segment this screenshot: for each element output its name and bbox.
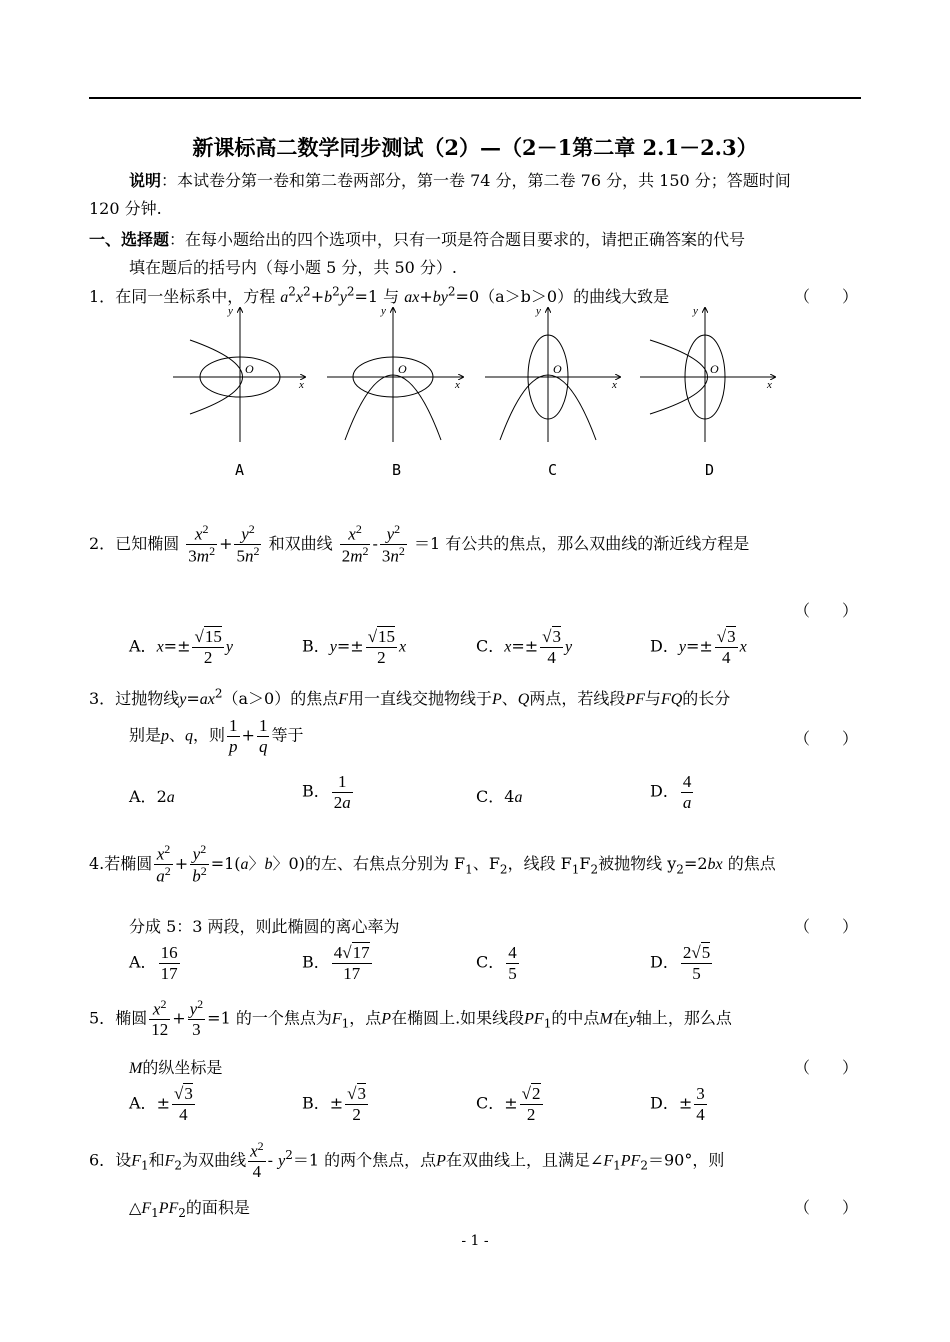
svg-text:y: y	[693, 305, 698, 317]
question-5-line-2: M的纵坐标是	[129, 1058, 223, 1077]
svg-text:O: O	[710, 362, 719, 376]
svg-text:y: y	[381, 305, 386, 317]
page-title: 新课标高二数学同步测试（2）—（2－1第二章 2.1－2.3）	[192, 135, 758, 160]
graph-label-b: B	[392, 461, 402, 479]
q3-answer-bracket[interactable]: （ ）	[794, 729, 859, 748]
q1-answer-bracket[interactable]: （ ）	[794, 287, 859, 306]
graph-d	[640, 305, 775, 442]
q5-option-c[interactable]: C．± $\frac{√2}{2}$	[476, 1084, 541, 1124]
section-heading-line	[89, 227, 745, 250]
question-4-line-2: 分成 5：3 两段，则此椭圆的离心率为	[129, 917, 400, 936]
intro-text: ：本试卷分第一卷和第二卷两部分，第一卷 74 分，第二卷 76 分，共 150 分；答题时间	[161, 171, 791, 190]
question-6-line-2: $\triangle F_1PF_2$的面积是	[129, 1198, 250, 1221]
question-5: 5．椭圆 $\frac{x^2}{12}$ + $\frac{y^2}{3}$ =1 的一个焦点为$F_1$，点P在椭圆上.如果线段$PF_1$的中点M在y轴上，那么点	[89, 997, 732, 1040]
q3-option-b[interactable]: B． $\frac{1}{2a}$	[302, 772, 351, 812]
section-text-2: 填在题后的括号内（每小题 5 分，共 50 分）.	[129, 258, 457, 277]
graph-a	[173, 305, 305, 442]
page-number: - 1 -	[461, 1233, 489, 1249]
question-3: 3．过抛物线$y=ax^2(a>0)$的焦点F用一直线交抛物线于P、Q两点，若线段PF与FQ的长分	[89, 686, 731, 708]
q1-number: 1．	[89, 287, 116, 306]
graph-label-c: C	[548, 461, 558, 479]
svg-text:x: x	[612, 379, 617, 391]
q5-option-d[interactable]: D．± $\frac{3}{4}$	[650, 1084, 705, 1124]
graph-b	[327, 305, 463, 442]
question-2: 2．已知椭圆 $\frac{x^2}{3m^2}$ + $\frac{y^2}{5n^2}$ 和双曲线 $\frac{x^2}{2m^2}$ - $\frac{y^2}{3n^2}$ ＝1 有公共的焦点，那么双曲线的渐近线方程是	[89, 522, 750, 566]
q6-answer-bracket[interactable]: （ ）	[794, 1198, 859, 1217]
q5-option-a[interactable]: A．± $\frac{√3}{4}$	[129, 1084, 193, 1124]
q1-text: 在同一坐标系中，方程	[115, 287, 276, 306]
q5-answer-bracket[interactable]: （ ）	[794, 1058, 859, 1077]
q4-answer-bracket[interactable]: （ ）	[794, 917, 859, 936]
question-3-line-2: 别是p、q，则 $\frac{1}{p}$ + $\frac{1}{q}$ 等于	[129, 716, 304, 756]
q2-option-d[interactable]: D．y=± $\frac{√3}{4}$ x	[650, 627, 747, 667]
q2-option-b[interactable]: B．y=± $\frac{√15}{2}$ x	[302, 627, 407, 667]
top-rule	[89, 97, 861, 99]
q3-option-c[interactable]: C．4a	[476, 787, 523, 806]
svg-text:y: y	[228, 305, 233, 317]
section-text-1: ：在每小题给出的四个选项中，只有一项是符合题目要求的，请把正确答案的代号	[169, 230, 746, 249]
svg-text:x: x	[767, 379, 772, 391]
q2-option-c[interactable]: C．x=± $\frac{√3}{4}$ y	[476, 627, 573, 667]
q4-option-d[interactable]: D． $\frac{2√5}{5}$	[650, 943, 711, 983]
q4-option-a[interactable]: A． $\frac{16}{17}$	[129, 943, 178, 983]
svg-text:x: x	[455, 379, 460, 391]
graph-label-a: A	[235, 461, 245, 479]
q2-answer-bracket[interactable]: （ ）	[794, 601, 859, 620]
q5-option-b[interactable]: B．± $\frac{√3}{2}$	[302, 1084, 367, 1124]
q2-option-a[interactable]: A．x=± $\frac{√15}{2}$ y	[129, 627, 233, 667]
question-1: 1．在同一坐标系中，方程 $a^2x^2+b^2y^2=1$ 与 $ax+by^2=0(a>b>0)$的曲线大致是	[89, 284, 670, 306]
question-4: 4.若椭圆 $\frac{x^2}{a^2}$ + $\frac{y^2}{b^2}$ =1(a〉b〉0)的左、右焦点分别为 $F_1$、$F_2$，线段 $F_1F_2$被抛物线 $y_2=2bx$ 的焦点	[89, 842, 776, 886]
svg-text:y: y	[536, 305, 541, 317]
q4-option-c[interactable]: C． $\frac{4}{5}$	[476, 943, 517, 983]
svg-text:O: O	[553, 362, 562, 376]
intro-label: 说明	[129, 171, 162, 190]
section-heading: 一、选择题	[89, 230, 170, 249]
q3-option-d[interactable]: D． $\frac{4}{a}$	[650, 772, 692, 812]
graph-c	[485, 305, 620, 442]
graph-label-d: D	[705, 461, 715, 479]
question-6: 6．设$F_1$和$F_2$为双曲线 $\frac{x^2}{4}$ - $y^2=1$ 的两个焦点，点P在双曲线上，且满足$\angle F_1PF_2=90^\circ$，则	[89, 1139, 725, 1182]
svg-text:x: x	[299, 379, 304, 391]
q3-option-a[interactable]: A．2a	[129, 787, 175, 806]
svg-text:O: O	[398, 362, 407, 376]
svg-text:O: O	[245, 362, 254, 376]
q4-option-b[interactable]: B． $\frac{4√17}{17}$	[302, 943, 370, 983]
intro-line	[129, 168, 791, 191]
intro-line-2: 120 分钟.	[89, 199, 162, 218]
